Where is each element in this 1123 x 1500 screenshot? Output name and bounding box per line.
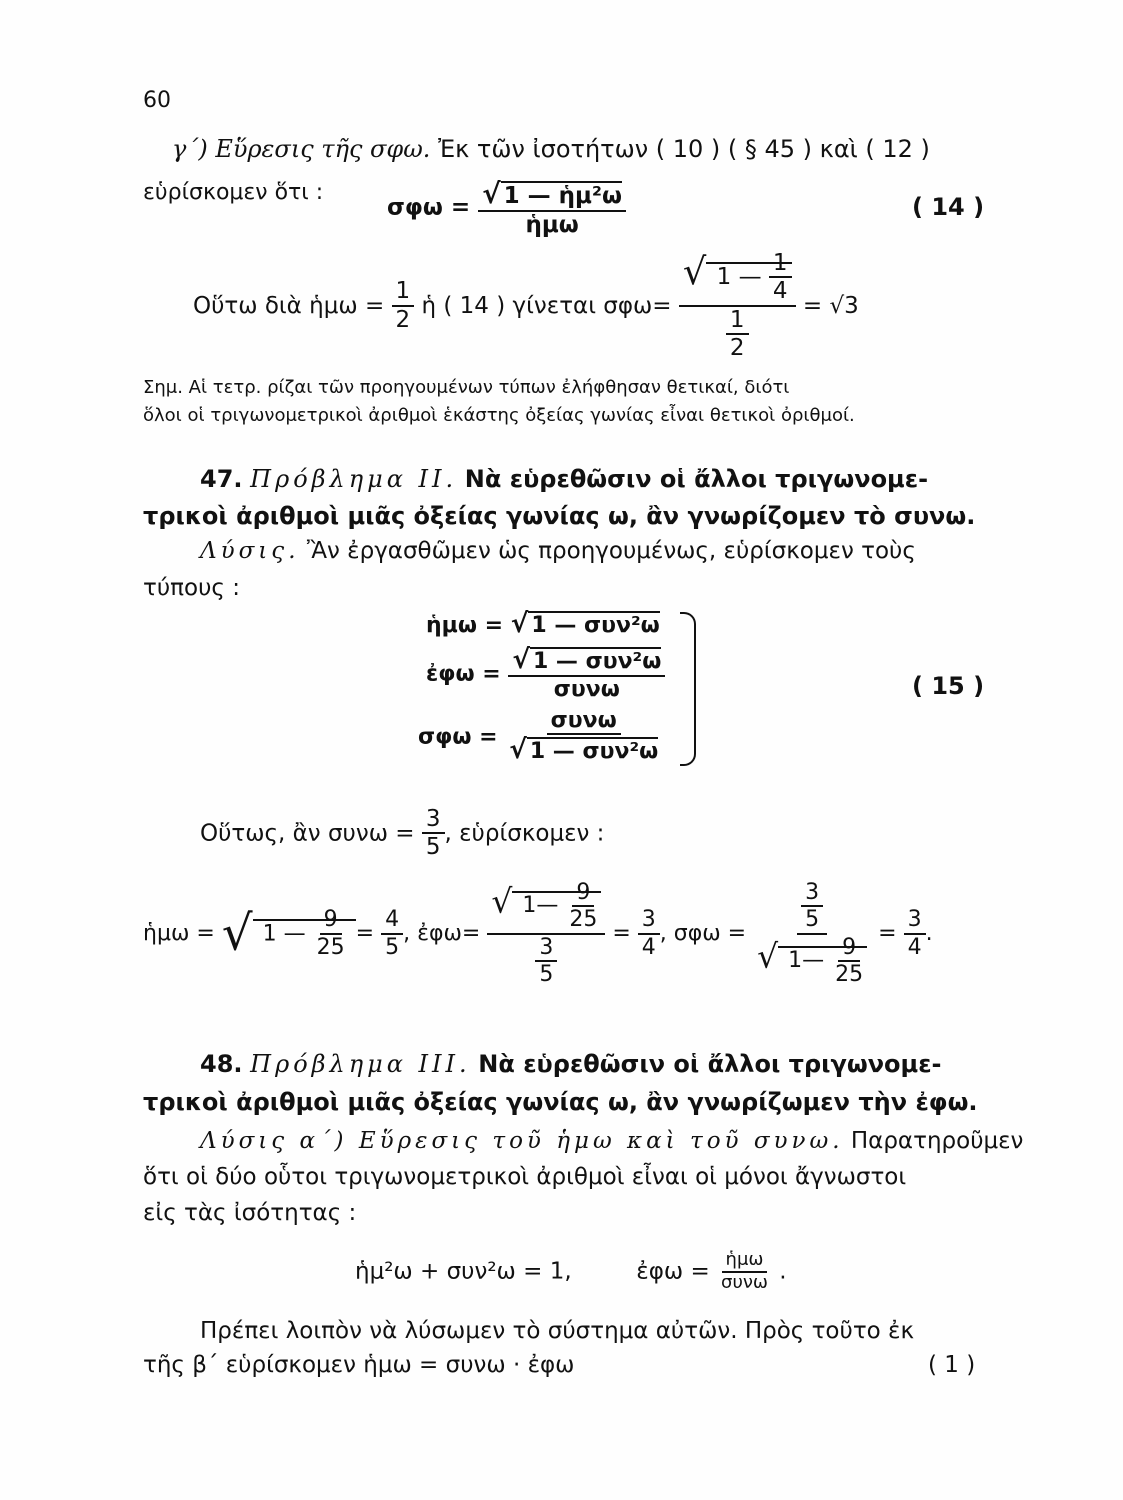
ex2-r2-res-n: 3 [638, 907, 660, 934]
problem-2-text-2: τρικοὶ ἀριθμοὶ μιᾶς ὀξείας γωνίας ω, ἂν γνωρίζομεν τὸ συνω. [143, 502, 976, 530]
example-1 [193, 250, 859, 362]
ex1-frac-num: 1 [392, 278, 415, 306]
eq15-l3-den: 1 — συν²ω [527, 737, 658, 764]
eq15-l2-lhs: ἐφω = [426, 661, 501, 687]
ex1-text1: Οὕτω διὰ ἡμω = [193, 292, 385, 319]
sqrt-symbol: √ [491, 881, 513, 921]
ex1-den-frac [726, 307, 749, 362]
eq14-den: ἡμω [525, 211, 579, 238]
ex2-r3-num-d: 5 [805, 907, 820, 933]
sqrt-symbol: √ [682, 249, 707, 293]
eq-system-2-num: ἡμω [722, 1250, 768, 1273]
ex2-r2-sqrt [512, 880, 601, 933]
eq15-brace [680, 612, 696, 766]
ex2-r2-den-n: 3 [535, 935, 557, 962]
problem-3-number: 48. [200, 1050, 243, 1078]
ex2-r1-res-n: 4 [381, 907, 403, 934]
ex2-r3-d: 25 [835, 961, 864, 987]
eq15-l3-num: συνω [547, 708, 621, 735]
problem-2-text-1: Νὰ εὑρεθῶσιν οἱ ἄλλοι τριγωνομε- [464, 465, 929, 493]
sqrt-symbol: √ [510, 608, 529, 639]
solution-3-line-2: ὅτι οἱ δύο οὗτοι τριγωνομετρικοὶ ἀριθμοὶ εἶναι οἱ μόνοι ἄγνωστοι [143, 1164, 907, 1190]
ex1-sqrt-body [706, 250, 791, 305]
example-2-results [143, 880, 933, 987]
eq14-lead: εὑρίσκομεν ὅτι : [143, 180, 324, 205]
ex1-result: = √3 [802, 292, 859, 319]
eq15-l3-frac [505, 708, 662, 766]
eq14-num: 1 — ἡμ²ω [501, 181, 622, 209]
closing-line-2: τῆς β΄ εὑρίσκομεν ἡμω = συνω · ἐφω [143, 1352, 575, 1378]
ex2-r3-num-frac [801, 880, 823, 933]
example-2-line-1 [200, 806, 604, 861]
note-line-1: Σημ. Αἱ τετρ. ρίζαι τῶν προηγουμένων τύπων ἐλήφθησαν θετικαί, διότι [143, 377, 790, 398]
eq-system-1: ἡμ²ω + συν²ω = 1, [355, 1258, 572, 1285]
ex2-text1: Οὕτως, ἂν συνω = [200, 820, 415, 847]
ex2-r1-res-d: 5 [385, 934, 400, 960]
problem-2-label: Πρόβλημα ΙΙ. [250, 465, 458, 493]
ex1-inner-frac [769, 250, 792, 305]
ex2-hmo: ἡμω = [143, 921, 215, 947]
ex2-r1-frac [313, 907, 349, 960]
eq14-tag: ( 14 ) [912, 193, 985, 221]
problem-3-label: Πρόβλημα ΙΙΙ. [250, 1050, 471, 1078]
ex2-r1-sqrt [253, 907, 356, 960]
ex2-eq-b: = [612, 921, 631, 947]
problem-2-line-1 [200, 465, 928, 493]
problem-3-text-2: τρικοὶ ἀριθμοὶ μιᾶς ὀξείας γωνίας ω, ἂν γνωρίζωμεν τὴν ἐφω. [143, 1088, 978, 1116]
ex2-r1-d: 25 [316, 934, 345, 960]
closing-line-1: Πρέπει λοιπὸν νὰ λύσωμεν τὸ σύστημα αὐτῶν. Πρὸς τοῦτο ἐκ [200, 1318, 915, 1344]
eq15-l1-rhs: 1 — συν²ω [528, 611, 659, 638]
ex2-r2-frac [487, 880, 605, 987]
ex2-num: 3 [422, 806, 445, 834]
solution-2-label: Λύσις. [200, 538, 300, 564]
sqrt-symbol: √ [509, 734, 527, 766]
ex2-r2-den-d: 5 [539, 961, 554, 987]
problem-3-text-1: Νὰ εὑρεθῶσιν οἱ ἄλλοι τριγωνομε- [478, 1050, 942, 1078]
eq15-line-3 [418, 708, 662, 766]
ex1-den-num: 1 [726, 307, 749, 335]
ex2-r3-sqrt [778, 934, 867, 987]
ex2-r2-den-frac [535, 935, 557, 988]
ex1-inner: 1 — [716, 263, 762, 290]
ex1-big-frac [679, 250, 796, 362]
ex2-r2-res-d: 4 [641, 934, 656, 960]
page-number: 60 [143, 88, 171, 113]
ex1-den-den: 2 [729, 335, 745, 362]
sqrt-symbol: √ [221, 905, 253, 962]
ex2-sfo: , σφω = [659, 921, 747, 947]
section-gamma [172, 135, 930, 163]
ex2-r3-inner: 1— [788, 947, 825, 973]
problem-2-number: 47. [200, 465, 243, 493]
eq15-l3-lhs: σφω = [418, 724, 498, 750]
ex2-frac [422, 806, 445, 861]
eq15-l2-num: 1 — συν²ω [530, 647, 661, 674]
eq14-formula [387, 178, 626, 238]
note-line-2: ὅλοι οἱ τριγωνομετρικοὶ ἀριθμοὶ ἑκάστης ὀξείας γωνίας εἶναι θετικοὶ ὀριθμοί. [143, 405, 855, 426]
eq-system-2-end: . [779, 1258, 787, 1285]
ex1-frac [392, 278, 415, 333]
sqrt-symbol: √ [512, 644, 530, 675]
eq15-l2-frac [508, 645, 665, 703]
equation-14 [143, 180, 323, 205]
eq14-fraction [478, 178, 626, 238]
ex2-r1-res [381, 907, 403, 960]
solution-2-line-1 [200, 538, 916, 564]
eq14-lhs: σφω = [387, 194, 471, 221]
eq15-l2-den: συνω [553, 677, 620, 703]
ex1-inner-den: 4 [772, 278, 788, 305]
eq15-line-2 [426, 645, 665, 703]
ex2-r2-res [638, 907, 660, 960]
eq-system-2-frac [717, 1250, 772, 1293]
solution-3-text-1: Παρατηροῦμεν [850, 1128, 1024, 1154]
ex2-efo: , ἐφω= [403, 921, 481, 947]
solution-3-line-1 [200, 1128, 1023, 1154]
ex2-r3-res-d: 4 [907, 934, 922, 960]
problem-3-line-1 [200, 1050, 942, 1078]
sqrt-symbol: √ [757, 935, 779, 975]
section-gamma-text: Ἐκ τῶν ἰσοτήτων ( 10 ) ( § 45 ) καὶ ( 12 ) [438, 135, 930, 163]
ex2-r3-res-n: 3 [904, 907, 926, 934]
eq-system-2-den: συνω [721, 1271, 768, 1293]
ex2-r1-n: 9 [320, 907, 342, 934]
equation-system [355, 1250, 787, 1293]
closing-tag: ( 1 ) [928, 1352, 976, 1378]
ex2-r3-frac [753, 880, 871, 987]
ex2-r3-inner-frac [831, 935, 867, 988]
eq15-line-1 [426, 608, 660, 639]
eq15-tag: ( 15 ) [912, 672, 985, 700]
solution-2-text: Ἂν ἐργασθῶμεν ὡς προηγουμένως, εὑρίσκομεν τοὺς [306, 538, 916, 564]
ex2-text2: , εὑρίσκομεν : [444, 820, 605, 847]
ex2-r1-inner: 1 — [262, 921, 306, 947]
ex1-text2: ἡ ( 14 ) γίνεται σφω= [421, 292, 672, 319]
ex2-r2-inner: 1— [522, 893, 559, 919]
eq15-l1-lhs: ἡμω = [426, 613, 504, 638]
solution-2-line-2: τύπους : [143, 575, 240, 601]
sqrt-symbol: √ [482, 177, 501, 210]
ex2-r3-res [904, 907, 926, 960]
ex2-eq-a: = [355, 921, 375, 947]
ex2-r3-n: 9 [838, 935, 860, 962]
ex2-end: . [925, 921, 933, 947]
ex2-r2-d: 25 [569, 907, 598, 933]
ex2-r2-inner-frac [565, 880, 601, 933]
ex2-r2-n: 9 [572, 880, 594, 907]
ex2-den: 5 [425, 834, 441, 861]
solution-3-line-3: εἰς τὰς ἰσότητας : [143, 1200, 357, 1226]
eq-system-2-lhs: ἐφω = [636, 1258, 710, 1285]
ex2-r3-num-n: 3 [801, 880, 823, 907]
ex1-inner-num: 1 [769, 250, 792, 278]
solution-3-label: Λύσις α΄) Εὕρεσις τοῦ ἡμω καὶ τοῦ συνω. [200, 1128, 844, 1154]
section-gamma-label: γ΄) Εὕρεσις τῆς σφω. [172, 135, 431, 163]
ex1-frac-den: 2 [395, 306, 411, 333]
ex2-eq-c: = [878, 921, 897, 947]
